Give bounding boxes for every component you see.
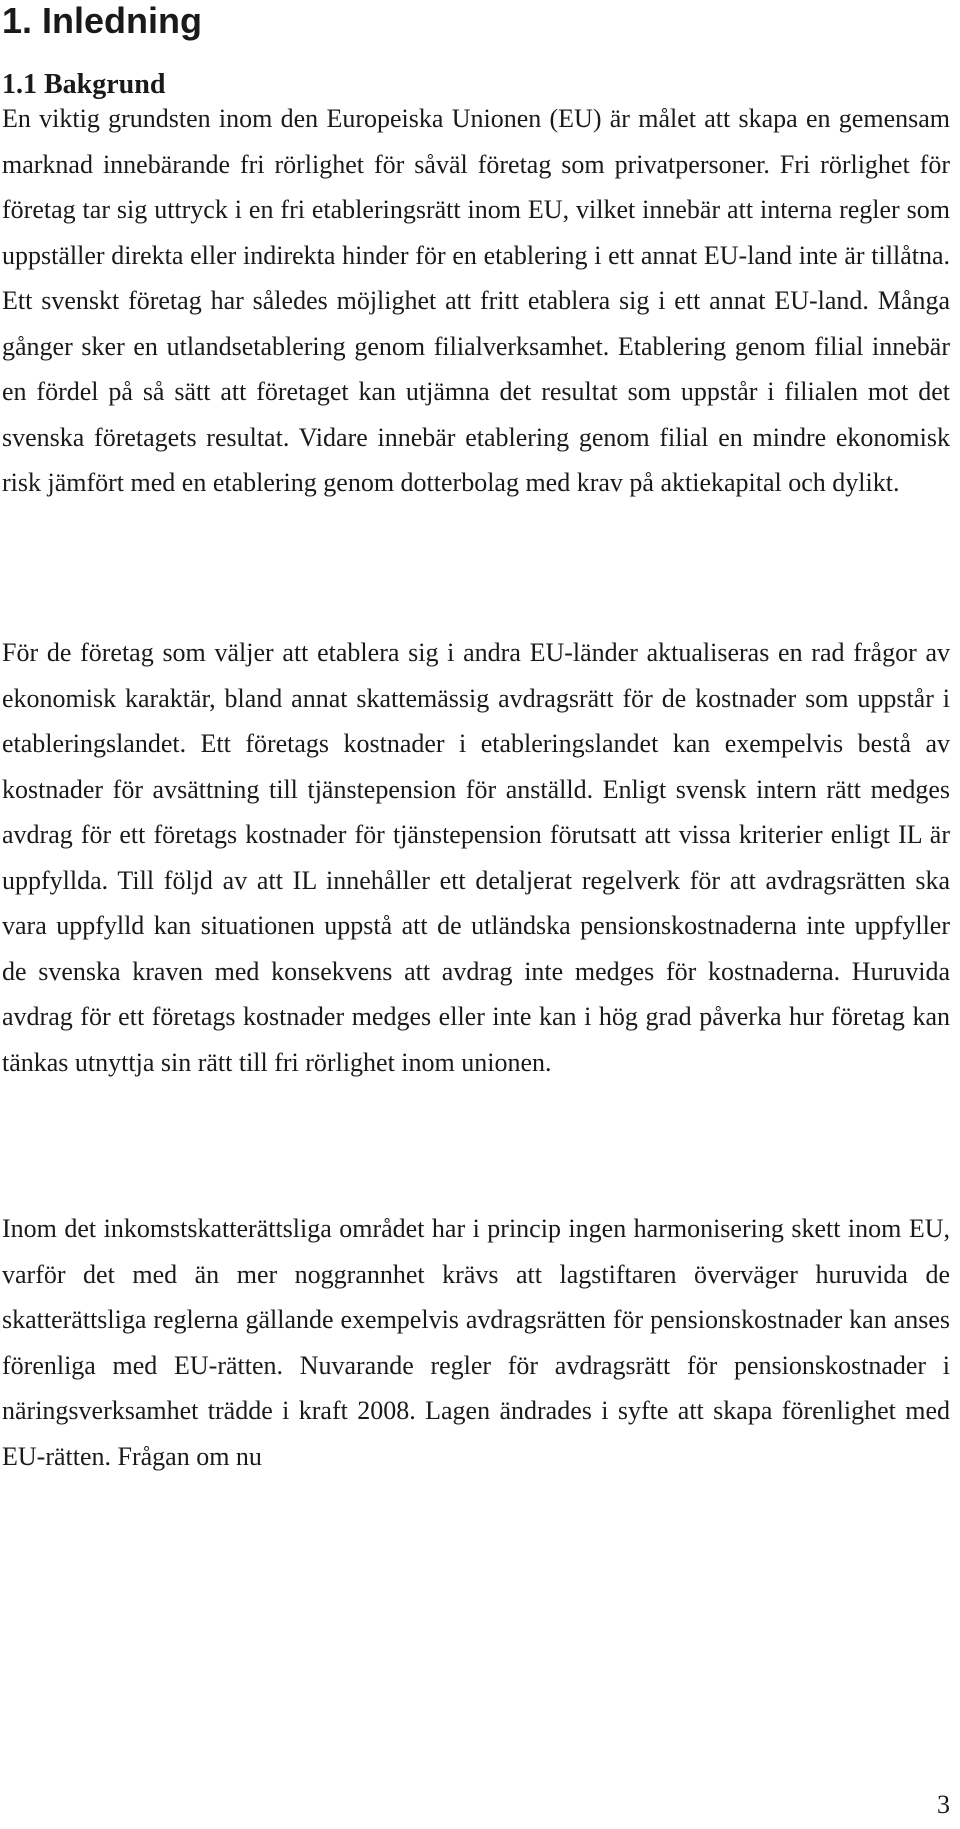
page-number: 3 (937, 1790, 950, 1819)
chapter-heading: 1. Inledning (2, 0, 203, 41)
paragraph-3: Inom det inkomstskatterättsliga området har i princip ingen harmonisering skett inom EU, varför det med än mer noggrannhet krävs att lagstiftaren överväger huruvida de skatterättsliga reglerna gällande exempelvis avdragsrätten för pensionskostnader kan anses förenliga med EU-rätten. Nuvarande regler för avdragsrätt för pensionskostnader i näringsverksamhet trädde i kraft 2008. Lagen ändrades i syfte att skapa förenlighet med EU-rätten. Frågan om nu (2, 1214, 950, 1471)
section-heading: 1.1 Bakgrund (2, 69, 166, 100)
paragraph-2: För de företag som väljer att etablera sig i andra EU-länder aktualiseras en rad frågor av ekonomisk karaktär, bland annat skattemässig avdragsrätt för de kostnader som uppstår i etableringslandet. Ett företags kostnader i etableringslandet kan exempelvis bestå av kostnader för avsättning till tjänstepension för anställd. Enligt svensk intern rätt medges avdrag för ett företags kostnader för tjänstepension förutsatt att vissa kriterier enligt IL är uppfyllda. Till följd av att IL innehåller ett detaljerat regelverk för att avdragsrätten ska vara uppfylld kan situationen uppstå att de utländska pensionskostnaderna inte uppfyller de svenska kraven med konsekvens att avdrag inte medges för kostnaderna. Huruvida avdrag för ett företags kostnader medges eller inte kan i hög grad påverka hur företag kan tänkas utnyttja sin rätt till fri rörlighet inom unionen. (2, 638, 950, 1077)
paragraph-1: En viktig grundsten inom den Europeiska Unionen (EU) är målet att skapa en gemensam marknad innebärande fri rörlighet för såväl företag som privatpersoner. Fri rörlighet för företag tar sig uttryck i en fri etableringsrätt inom EU, vilket innebär att interna regler som uppställer direkta eller indirekta hinder för en etablering i ett annat EU-land inte är tillåtna. Ett svenskt företag har således möjlighet att fritt etablera sig i ett annat EU-land. Många gånger sker en utlandsetablering genom filialverksamhet. Etablering genom filial innebär en fördel på så sätt att företaget kan utjämna det resultat som uppstår i filialen mot det svenska företagets resultat. Vidare innebär etablering genom filial en mindre ekonomisk risk jämfört med en etablering genom dotterbolag med krav på aktiekapital och dylikt. (2, 104, 950, 497)
